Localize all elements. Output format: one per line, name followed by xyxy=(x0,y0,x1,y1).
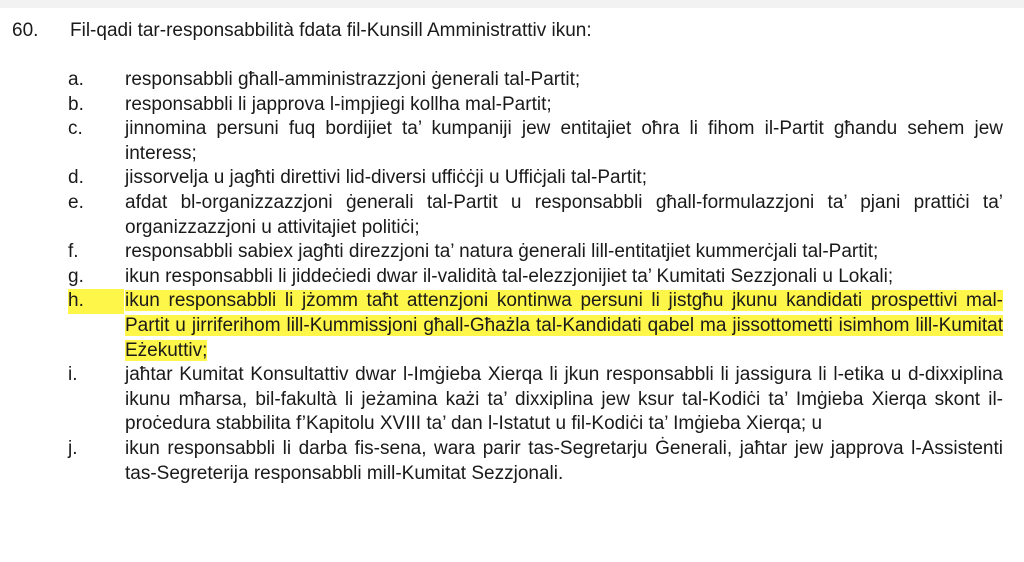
item-letter: h. xyxy=(68,289,124,314)
item-text: responsabbli għall-amministrazzjoni ġenerali tal-Partit; xyxy=(125,69,581,90)
item-text: afdat bl-organizzazzjoni ġenerali tal-Partit u responsabbli għall-formulazzjoni ta’ pjani prattiċi ta’ organizzazzjoni u attivitajiet politiċi; xyxy=(125,191,1003,238)
clause-item-d xyxy=(0,166,1024,191)
item-text: responsabbli li japprova l-impjiegi kollha mal-Partit; xyxy=(125,93,552,115)
item-letter: e. xyxy=(68,191,84,213)
document-page xyxy=(0,18,1024,44)
item-letter: f. xyxy=(68,241,79,263)
highlighted-text: ikun responsabbli li jżomm taħt attenzjoni kontinwa persuni li jistgħu jkunu kandidati prospettivi mal-Partit u jirriferihom lill-Kummissjoni għall-Għażla tal-Kandidati qabel ma jissottometti isimhom lill-Kumitat Eżekuttiv; xyxy=(125,290,1003,361)
clause-item-b xyxy=(0,93,1024,118)
clause-item-c xyxy=(0,117,1024,166)
item-letter: g. xyxy=(68,265,84,287)
clause-intro: Fil-qadi tar-responsabbilità fdata fil-Kunsill Amministrattiv ikun: xyxy=(70,20,592,41)
item-letter: c. xyxy=(68,118,83,140)
clause-item-h-highlighted xyxy=(0,289,1024,363)
item-text: responsabbli sabiex jagħti direzzjoni ta’ natura ġenerali lill-entitatjiet kummerċjali tal-Partit; xyxy=(125,241,879,263)
item-text: jinnomina persuni fuq bordijiet ta’ kumpaniji jew entitajiet oħra li fihom il-Partit għandu sehem jew interess; xyxy=(125,118,1003,164)
clause-item-i xyxy=(0,363,1024,437)
clause-item-a xyxy=(0,68,1024,93)
clause-item-j xyxy=(0,437,1024,486)
clause-heading xyxy=(0,18,1024,44)
item-letter: b. xyxy=(68,93,84,115)
item-text: ikun responsabbli li darba fis-sena, wara parir tas-Segretarju Ġenerali, jaħtar jew japprova l-Assistenti tas-Segreterija responsabbli mill-Kumitat Sezzjonali. xyxy=(125,437,1003,484)
clause-item-list xyxy=(0,68,1024,486)
item-text: ikun responsabbli li jiddeċiedi dwar il-validità tal-elezzjonijiet ta’ Kumitati Sezzjonali u Lokali; xyxy=(125,265,894,287)
clause-item-g xyxy=(0,265,1024,290)
item-text: jissorvelja u jagħti direttivi lid-diversi uffiċċji u Uffiċjali tal-Partit; xyxy=(125,167,647,189)
clause-number: 60. xyxy=(12,20,39,41)
clause-item-f xyxy=(0,240,1024,265)
item-text xyxy=(125,289,1003,363)
item-letter: d. xyxy=(68,167,84,189)
top-border xyxy=(0,0,1024,8)
item-letter: i. xyxy=(68,364,78,386)
item-text: jaħtar Kumitat Konsultattiv dwar l-Imġieba Xierqa li jkun responsabbli li jassigura li l-etika u d-dixxiplina ikunu mħarsa, bil-fakultà li jeżamina każi ta’ dixxiplina jew ksur tal-Kodiċi ta’ Imġieba Xierqa skont il-proċedura stabbilita f’Kapitolu XVIII ta’ dan l-Istatut u fil-Kodiċi ta’ Imġieba Xierqa; u xyxy=(125,364,1003,435)
clause-item-e xyxy=(0,191,1024,240)
item-letter: a. xyxy=(68,69,84,90)
item-letter: j. xyxy=(68,437,78,459)
